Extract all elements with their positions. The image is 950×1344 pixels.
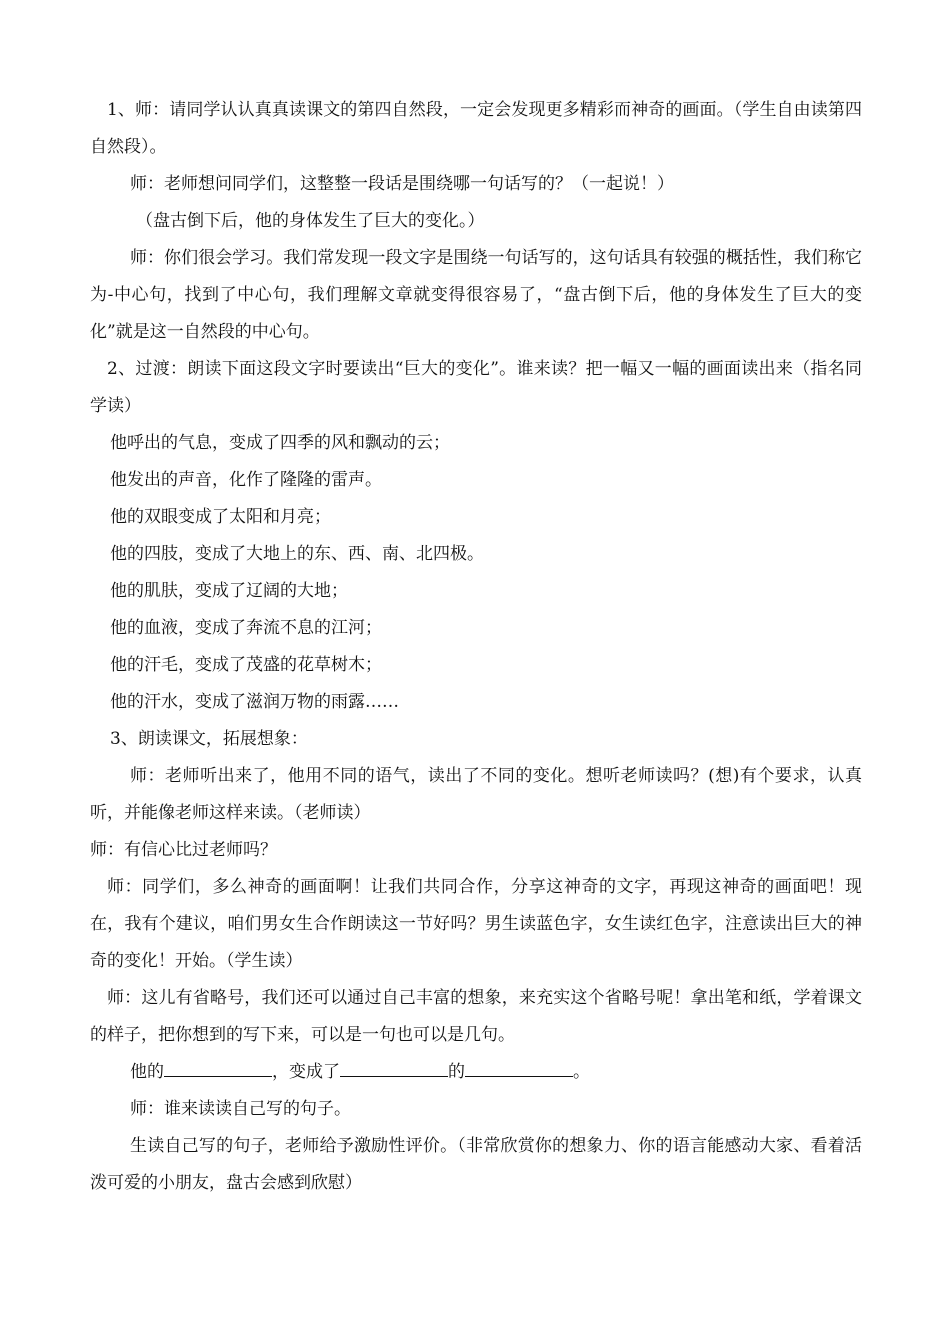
paragraph-8: 师：同学们，多么神奇的画面啊！让我们共同合作，分享这神奇的文字，再现这神奇的画面吧！现在，我有个建议，咱们男女生合作朗读这一节好吗？男生读蓝色字，女生读红色字，注意读出巨大的神奇的变化！开始。（学生读） bbox=[90, 877, 862, 971]
paragraph-2: 师：老师想问同学们，这整整一段话是围绕哪一句话写的？（一起说！） bbox=[130, 174, 674, 194]
paragraph-7: 师：有信心比过老师吗？ bbox=[90, 840, 277, 860]
paragraph-3: （盘古倒下后，他的身体发生了巨大的变化。） bbox=[136, 211, 485, 231]
fill-in-blank-3 bbox=[465, 1058, 573, 1077]
paragraph-10: 师：谁来读读自己写的句子。 bbox=[130, 1099, 351, 1119]
paragraph-1: 1、师：请同学认认真真读课文的第四自然段，一定会发现更多精彩而神奇的画面。（学生自由读第四自然段）。 bbox=[90, 100, 862, 157]
poem-line-3: 他的双眼变成了太阳和月亮； bbox=[110, 507, 331, 527]
poem-line-6: 他的血液，变成了奔流不息的江河； bbox=[110, 618, 382, 638]
paragraph-5: 2、过渡：朗读下面这段文字时要读出“巨大的变化”。谁来读？把一幅又一幅的画面读出来（指名同学读） bbox=[90, 359, 862, 416]
fill-in-text-4: 。 bbox=[573, 1062, 590, 1082]
poem-line-1: 他呼出的气息，变成了四季的风和飘动的云； bbox=[110, 433, 450, 453]
document-body bbox=[90, 92, 862, 1202]
paragraph-4: 师：你们很会学习。我们常发现一段文字是围绕一句话写的，这句话具有较强的概括性，我们称它为-中心句，找到了中心句，我们理解文章就变得很容易了，“盘古倒下后，他的身体发生了巨大的变化”就是这一自然段的中心句。 bbox=[90, 248, 862, 342]
poem-line-4: 他的四肢，变成了大地上的东、西、南、北四极。 bbox=[110, 544, 484, 564]
fill-in-blank-1 bbox=[164, 1058, 272, 1077]
poem-line-2: 他发出的声音，化作了隆隆的雷声。 bbox=[110, 470, 382, 490]
fill-in-sentence bbox=[90, 1054, 862, 1091]
poem-line-7: 他的汗毛，变成了茂盛的花草树木； bbox=[110, 655, 382, 675]
paragraph-6: 师：老师听出来了，他用不同的语气，读出了不同的变化。想听老师读吗？(想)有个要求，认真听，并能像老师这样来读。（老师读） bbox=[90, 766, 862, 823]
fill-in-text-1: 他的 bbox=[130, 1062, 164, 1082]
fill-in-text-3: 的 bbox=[448, 1062, 465, 1082]
fill-in-text-2: ，变成了 bbox=[272, 1062, 340, 1082]
poem-line-5: 他的肌肤，变成了辽阔的大地； bbox=[110, 581, 348, 601]
section-3-heading: 3、朗读课文，拓展想象： bbox=[110, 729, 308, 749]
paragraph-9: 师：这儿有省略号，我们还可以通过自己丰富的想象，来充实这个省略号呢！拿出笔和纸，学着课文的样子，把你想到的写下来，可以是一句也可以是几句。 bbox=[90, 988, 862, 1045]
poem-line-8: 他的汗水，变成了滋润万物的雨露…… bbox=[110, 692, 399, 712]
paragraph-11: 生读自己写的句子，老师给予激励性评价。（非常欣赏你的想象力、你的语言能感动大家、看着活泼可爱的小朋友，盘古会感到欣慰） bbox=[90, 1136, 862, 1193]
fill-in-blank-2 bbox=[340, 1058, 448, 1077]
